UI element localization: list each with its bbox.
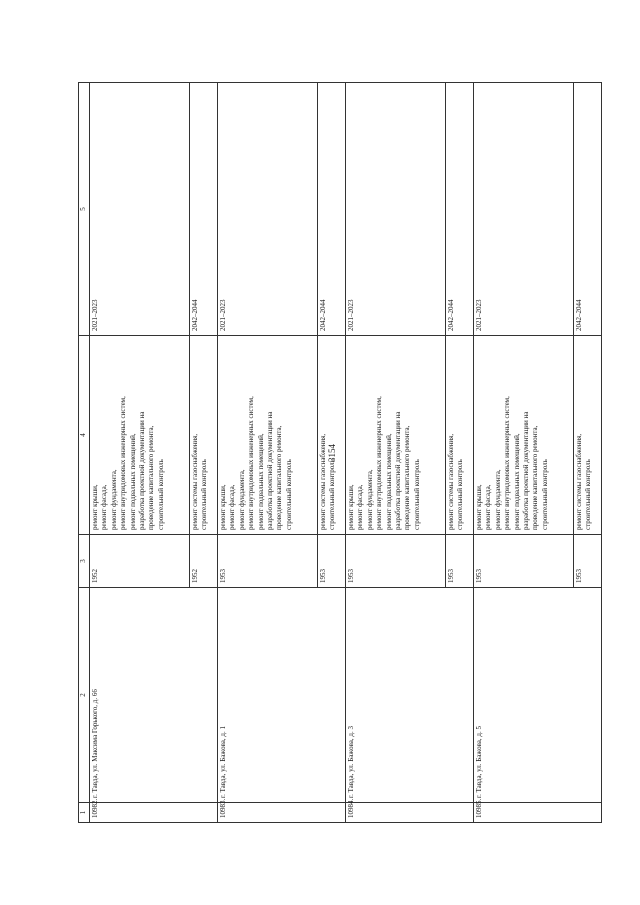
year-cell: 1953	[473, 535, 573, 588]
works-cell	[573, 336, 601, 535]
work-item: ремонт системы газоснабжения,	[190, 433, 199, 530]
work-item: ремонт фундамента,	[237, 469, 246, 530]
works-cell	[189, 336, 217, 535]
works-cell	[90, 336, 190, 535]
work-item: ремонт системы газоснабжения,	[574, 433, 583, 530]
row-number: 10984.	[345, 803, 473, 823]
work-item: ремонт фасада,	[100, 484, 109, 530]
header-row	[79, 83, 90, 823]
year-cell: 1952	[90, 535, 190, 588]
work-item: ремонт подвальных помещений,	[512, 433, 521, 530]
repair-schedule-table	[78, 82, 602, 823]
work-item: строительный контроль	[200, 459, 209, 530]
work-item: проведение капитального ремонта,	[403, 425, 412, 530]
table-row	[90, 83, 190, 823]
work-item: ремонт внутридомовых инженерных систем,	[247, 396, 256, 530]
year-cell: 1952	[189, 535, 217, 588]
period-cell: 2021–2023	[90, 83, 190, 336]
period-cell: 2021–2023	[345, 83, 445, 336]
period-cell: 2042–2044	[317, 83, 345, 336]
work-item: проведение капитального ремонта,	[531, 425, 540, 530]
work-item: разработка проектной документации на	[521, 411, 530, 530]
works-cell	[317, 336, 345, 535]
column-header: 5	[79, 83, 90, 336]
work-item: ремонт подвальных помещений,	[256, 433, 265, 530]
work-item: ремонт фундамента,	[365, 469, 374, 530]
works-cell	[217, 336, 317, 535]
work-item: ремонт фундамента,	[493, 469, 502, 530]
column-header: 4	[79, 336, 90, 535]
column-header: 1	[79, 803, 90, 823]
period-cell: 2042–2044	[189, 83, 217, 336]
work-item: ремонт внутридомовых инженерных систем,	[375, 396, 384, 530]
work-item: ремонт фасада,	[484, 484, 493, 530]
works-cell	[345, 336, 445, 535]
work-item: строительный контроль	[156, 459, 165, 530]
work-item: ремонт фундамента,	[109, 469, 118, 530]
page-number: 3154	[327, 444, 337, 462]
work-item: ремонт подвальных помещений,	[128, 433, 137, 530]
work-item: проведение капитального ремонта,	[147, 425, 156, 530]
work-item: разработка проектной документации на	[266, 411, 275, 530]
works-cell	[445, 336, 473, 535]
work-item: строительный контроль	[584, 459, 593, 530]
work-item: ремонт фасада,	[228, 484, 237, 530]
work-item: ремонт крыши,	[346, 484, 355, 530]
work-item: ремонт внутридомовых инженерных систем,	[503, 396, 512, 530]
year-cell: 1953	[573, 535, 601, 588]
work-item: строительный контроль	[328, 459, 337, 530]
table-body	[90, 83, 602, 823]
work-item: ремонт фасада,	[356, 484, 365, 530]
work-item: строительный контроль	[456, 459, 465, 530]
work-item: ремонт крыши,	[474, 484, 483, 530]
row-number: 10982.	[90, 803, 218, 823]
work-item: ремонт подвальных помещений,	[384, 433, 393, 530]
address-cell: г. Тавда, ул. Бажова, д. 1	[217, 588, 345, 803]
column-header: 2	[79, 588, 90, 803]
works-cell	[473, 336, 573, 535]
work-item: ремонт системы газоснабжения,	[446, 433, 455, 530]
work-item: разработка проектной документации на	[394, 411, 402, 530]
table-row	[473, 83, 573, 823]
work-item: ремонт системы газоснабжения,	[318, 433, 327, 530]
year-cell: 1953	[445, 535, 473, 588]
table-row	[217, 83, 317, 823]
column-header: 3	[79, 535, 90, 588]
address-cell: г. Тавда, ул. Бажова, д. 5	[473, 588, 601, 803]
table-row	[345, 83, 445, 823]
work-item: строительный контроль	[540, 459, 549, 530]
address-cell: г. Тавда, ул. Максима Горького, д. 66	[90, 588, 218, 803]
work-item: ремонт внутридомовых инженерных систем,	[119, 396, 128, 530]
period-cell: 2021–2023	[473, 83, 573, 336]
period-cell: 2042–2044	[573, 83, 601, 336]
address-cell: г. Тавда, ул. Бажова, д. 3	[345, 588, 473, 803]
work-item: строительный контроль	[284, 459, 293, 530]
period-cell: 2021–2023	[217, 83, 317, 336]
work-item: разработка проектной документации на	[138, 411, 147, 530]
row-number: 10983.	[217, 803, 345, 823]
year-cell: 1953	[217, 535, 317, 588]
work-item: строительный контроль	[412, 459, 421, 530]
work-item: ремонт крыши,	[91, 484, 99, 530]
work-item: ремонт крыши,	[218, 484, 227, 530]
year-cell: 1953	[345, 535, 445, 588]
period-cell: 2042–2044	[445, 83, 473, 336]
row-number: 10985.	[473, 803, 601, 823]
work-item: проведение капитального ремонта,	[275, 425, 284, 530]
year-cell: 1953	[317, 535, 345, 588]
rotated-table-wrapper	[78, 83, 602, 823]
